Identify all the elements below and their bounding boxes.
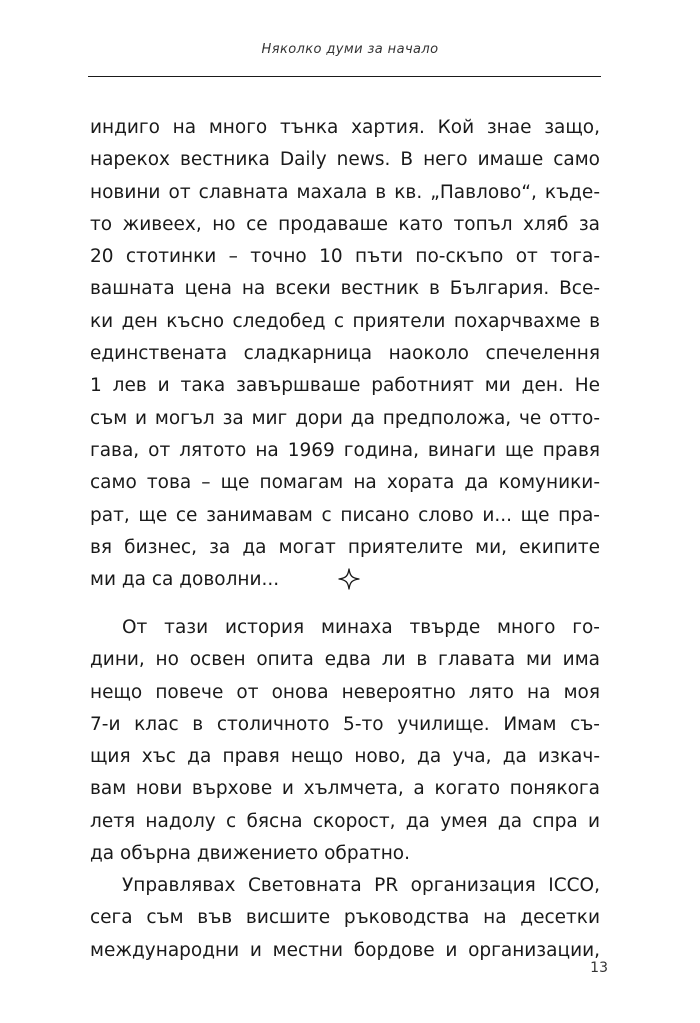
four-pointed-star-icon [338, 568, 360, 590]
paragraph-career [90, 870, 600, 967]
text-line: международни и местни бордове и организации, [90, 939, 600, 961]
text-line: щия хъс да правя нещо ново, да уча, да изкач- [90, 746, 600, 768]
text-line: само това – ще помагам на хората да комуники- [90, 472, 600, 494]
text-line: Управлявах Световната PR организация ICCO, [122, 875, 600, 896]
text-line: то живеех, но се продаваше като топъл хляб за [90, 213, 600, 235]
text-line: вя бизнес, за да могат приятелите ми, екипите [90, 536, 600, 558]
text-line: единствената сладкарница наоколо спечелення [90, 343, 600, 365]
text-line: нещо повече от онова невероятно лято на моя [90, 681, 600, 703]
text-line: гава, от лятото на 1969 година, винаги ще правя [90, 439, 600, 461]
text-line: ки ден късно следобед с приятели похарчвахме в [90, 310, 600, 332]
text-line: индиго на много тънка хартия. Кой знае защо, [90, 117, 600, 138]
text-line: дини, но освен опита едва ли в главата ми има [90, 649, 600, 671]
running-header: Няколко думи за начало [261, 42, 439, 57]
text-line: съм и могъл за миг дори да предположа, че отто- [90, 407, 600, 429]
text-line: вам нови върхове и хълмчета, а когато понякога [90, 778, 600, 800]
text-line: 7-и клас в столичното 5-то училище. Имам съ- [90, 713, 600, 735]
text-line: новини от славната махала в кв. „Павлово“, къде- [90, 181, 600, 203]
text-line: вашната цена на всеки вестник в България. Все- [90, 278, 600, 300]
text-line: да обърна движението обратно. [90, 843, 410, 865]
text-line: нарекох вестника Daily news. В него имаше само [90, 149, 600, 171]
text-line: От тази история минаха твърде много го- [122, 617, 600, 638]
paragraph-history [90, 612, 600, 870]
text-line: 1 лев и така завършваше работният ми ден. Не [90, 375, 600, 397]
paragraph-continuation [90, 112, 600, 596]
page-number: 13 [590, 960, 608, 976]
text-line: ми да са доволни... [90, 569, 280, 591]
text-line: рат, ще се занимавам с писано слово и... ще пра- [90, 504, 600, 526]
text-line: летя надолу с бясна скорост, да умея да спра и [90, 810, 600, 832]
header-divider [88, 76, 601, 77]
text-line: сега съм във висшите ръководства на десетки [90, 907, 600, 929]
text-line: 20 стотинки – точно 10 пъти по-скъпо от тога- [90, 246, 600, 268]
